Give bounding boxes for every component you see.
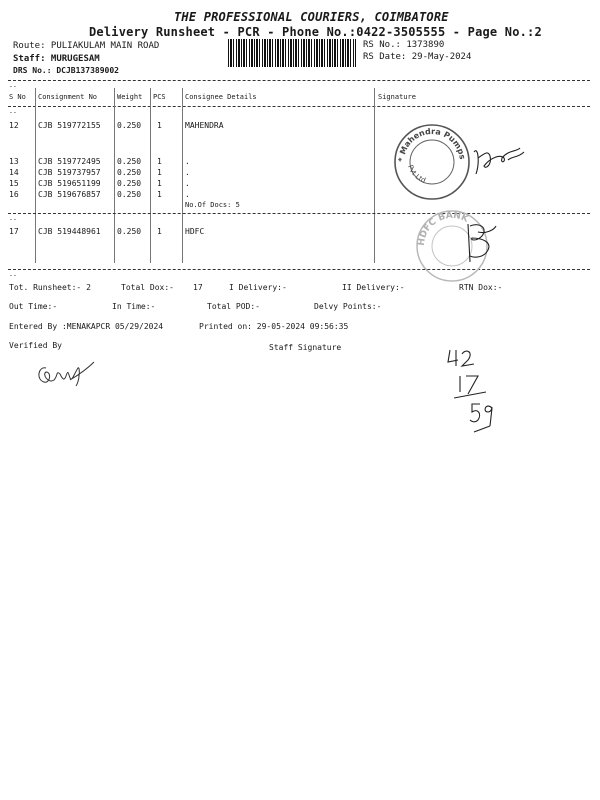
row-consignee: . — [185, 190, 190, 199]
row-weight: 0.250 — [117, 121, 142, 130]
col-sno: S No — [9, 93, 26, 101]
row-consignment: CJB 519737957 — [38, 168, 101, 177]
row-consignee: . — [185, 157, 190, 166]
row-pcs: 1 — [157, 121, 162, 130]
total-dox-value: 17 — [193, 283, 203, 292]
row-consignment: CJB 519676857 — [38, 190, 101, 199]
row-sno: 12 — [9, 121, 19, 130]
handwritten-tally-marks — [446, 346, 496, 436]
col-consignment: Consignment No — [38, 93, 98, 101]
col-consignee: Consignee Details — [185, 93, 257, 101]
svg-text:HDFC BANK: HDFC BANK — [416, 210, 470, 247]
row-weight: 0.250 — [117, 157, 142, 166]
row-pcs: 1 — [157, 227, 162, 236]
dash-marker: -- — [9, 271, 17, 279]
col-divider — [182, 88, 183, 263]
col-divider — [114, 88, 115, 263]
rtn-dox: RTN Dox:- — [459, 283, 503, 292]
company-stamp-mahendra — [392, 122, 472, 202]
row-consignee: HDFC — [185, 227, 205, 236]
row-sno: 14 — [9, 168, 19, 177]
handwritten-initials — [462, 218, 502, 268]
header-rule — [8, 106, 590, 107]
svg-text:* Mahendra Pumps: * Mahendra Pumps — [396, 126, 467, 163]
col-signature: Signature — [378, 93, 416, 101]
row-consignee: . — [185, 168, 190, 177]
table-bottom-rule — [8, 269, 590, 270]
verified-by: Verified By — [9, 341, 62, 350]
row-sno: 13 — [9, 157, 19, 166]
row-consignee: MAHENDRA — [185, 121, 224, 130]
docs-count-note: No.Of Docs: 5 — [185, 201, 240, 209]
col-divider — [374, 88, 375, 263]
company-title: THE PROFESSIONAL COURIERS, COIMBATORE — [174, 10, 449, 24]
col-divider — [150, 88, 151, 263]
row-consignment: CJB 519772155 — [38, 121, 101, 130]
row-weight: 0.250 — [117, 179, 142, 188]
printed-on: Printed on: 29-05-2024 09:56:35 — [199, 322, 349, 331]
row-pcs: 1 — [157, 168, 162, 177]
verifier-signature — [32, 358, 102, 392]
row-weight: 0.250 — [117, 227, 142, 236]
drs-number: DRS No.: DCJB137389002 — [13, 66, 119, 75]
table-top-rule — [8, 80, 590, 81]
col-weight: Weight — [117, 93, 143, 101]
barcode-image — [228, 39, 356, 67]
out-time: Out Time:- — [9, 302, 58, 311]
i-delivery: I Delivery:- — [229, 283, 287, 292]
entered-by: Entered By :MENAKAPCR 05/29/2024 — [9, 322, 164, 331]
route-label: Route: PULIAKULAM MAIN ROAD — [13, 41, 160, 51]
row-pcs: 1 — [157, 190, 162, 199]
row-consignment: CJB 519651199 — [38, 179, 101, 188]
staff-signature-label: Staff Signature — [269, 343, 342, 352]
dash-marker: -- — [9, 82, 17, 90]
handwritten-signature — [470, 140, 530, 180]
total-dox-label: Total Dox:- — [121, 283, 174, 292]
row-pcs: 1 — [157, 157, 162, 166]
col-pcs: PCS — [153, 93, 166, 101]
row-weight: 0.250 — [117, 168, 142, 177]
delvy-points: Delvy Points:- — [314, 302, 382, 311]
tot-runsheet: Tot. Runsheet:- 2 — [9, 283, 91, 292]
row-sno: 16 — [9, 190, 19, 199]
row-sno: 15 — [9, 179, 19, 188]
row-consignment: CJB 519772495 — [38, 157, 101, 166]
row-rule — [8, 213, 590, 214]
dash-marker: -- — [9, 215, 17, 223]
row-consignment: CJB 519448961 — [38, 227, 101, 236]
row-consignee: . — [185, 179, 190, 188]
row-sno: 17 — [9, 227, 19, 236]
staff-label: Staff: MURUGESAM — [13, 54, 100, 64]
ii-delivery: II Delivery:- — [342, 283, 405, 292]
runsheet-subtitle: Delivery Runsheet - PCR - Phone No.:0422-3505555 - Page No.:2 — [89, 25, 542, 39]
col-divider — [35, 88, 36, 263]
total-pod: Total POD:- — [207, 302, 260, 311]
rs-number: RS No.: 1373890 — [363, 40, 445, 50]
dash-marker: -- — [9, 108, 17, 116]
row-weight: 0.250 — [117, 190, 142, 199]
row-pcs: 1 — [157, 179, 162, 188]
in-time: In Time:- — [112, 302, 156, 311]
svg-text:Pvt Ltd: Pvt Ltd — [406, 163, 427, 185]
rs-date: RS Date: 29-May-2024 — [363, 52, 472, 62]
